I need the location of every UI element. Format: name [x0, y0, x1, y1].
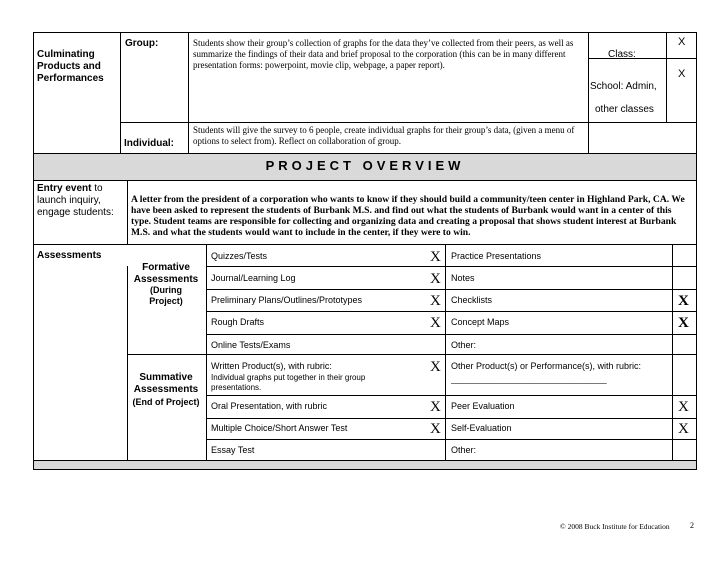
- assessment-rough-drafts: Rough Drafts: [211, 317, 265, 327]
- assessment-peer-evaluation: Peer Evaluation: [451, 401, 515, 411]
- formative-sub: (During Project): [149, 285, 183, 306]
- school-label-2: other classes: [595, 104, 654, 115]
- group-label: Group:: [125, 38, 159, 49]
- assessment-multiple-choice-mark: X: [430, 421, 441, 437]
- assessment-oral-presentation: Oral Presentation, with rubric: [211, 401, 328, 411]
- assessment-rough-drafts-mark: X: [430, 315, 441, 331]
- assessment-plans-mark: X: [430, 293, 441, 309]
- bottom-band: [34, 461, 696, 469]
- entry-event-label: [37, 183, 125, 219]
- assessment-practice: Practice Presentations: [451, 251, 542, 261]
- entry-event-rest: to launch inquiry, engage students:: [37, 183, 114, 218]
- assessment-written-mark: X: [430, 359, 441, 375]
- assessment-peer-evaluation-mark: X: [678, 399, 689, 415]
- assessments-label: Assessments: [37, 250, 102, 261]
- group-text: Students show their group’s collection of graphs for the data they’ve collected from their peers, as well as summarize the findings of their data and brief proposal to the corporation (this can be in many different presentation forms: powerpoint, movie clip, webpage, a paper report).: [193, 38, 574, 70]
- assessment-other-product-blank: ___________________________________: [451, 375, 607, 384]
- class-label: Class:: [608, 49, 636, 60]
- individual-text: Students will give the survey to 6 people, create individual graphs for their group’s data, (given a menu of options to select from). Reflect on collaboration of group.: [193, 125, 575, 146]
- assessment-plans: Preliminary Plans/Outlines/Prototypes: [211, 295, 363, 305]
- assessment-other-formative: Other:: [451, 340, 477, 350]
- entry-event-text: A letter from the president of a corporation who wants to know if they should build a community/teen center in Highland Park, CA. We have been asked to represent the students of Burbank M.S. and find out what the students of Burbank would want in a center of this type. Student teams are responsible for collecting and organizing data and creating a proposal that shows student interest at Burbank M.S. and what the students would want to include in the center, if they were to win.: [131, 194, 685, 238]
- page-number: 2: [690, 521, 694, 530]
- formative-label: Formative Assessments: [133, 262, 199, 285]
- assessment-journal: Journal/Learning Log: [211, 273, 296, 283]
- assessment-concept-maps-mark: X: [678, 315, 689, 331]
- assessment-online-tests: Online Tests/Exams: [211, 340, 291, 350]
- entry-event-bold: Entry event: [37, 183, 92, 194]
- assessment-checklists: Checklists: [451, 295, 493, 305]
- assessment-oral-presentation-mark: X: [430, 399, 441, 415]
- assessment-self-evaluation: Self-Evaluation: [451, 423, 512, 433]
- summative-sub: (End of Project): [132, 397, 200, 407]
- culminating-label: Culminating Products and Performances: [37, 49, 104, 84]
- individual-label: Individual:: [124, 138, 174, 149]
- assessment-quizzes: Quizzes/Tests: [211, 251, 268, 261]
- assessment-multiple-choice: Multiple Choice/Short Answer Test: [211, 423, 348, 433]
- assessment-written-note: Individual graphs put together in their group presentations.: [211, 373, 366, 392]
- school-label: School: Admin,: [590, 81, 657, 92]
- project-overview-title: PROJECT OVERVIEW: [265, 158, 465, 173]
- assessment-essay-test: Essay Test: [211, 445, 255, 455]
- assessment-other-summative: Other:: [451, 445, 477, 455]
- assessment-other-product: Other Product(s) or Performance(s), with rubric:: [451, 361, 642, 371]
- assessment-concept-maps: Concept Maps: [451, 317, 510, 327]
- assessment-checklists-mark: X: [678, 293, 689, 309]
- assessment-journal-mark: X: [430, 271, 441, 287]
- class-mark: X: [678, 36, 686, 48]
- assessment-self-evaluation-mark: X: [678, 421, 689, 437]
- assessment-written-product: Written Product(s), with rubric:: [211, 361, 332, 371]
- assessment-quizzes-mark: X: [430, 249, 441, 265]
- school-mark: X: [678, 68, 686, 80]
- footer-copyright: © 2008 Buck Institute for Education: [560, 522, 670, 531]
- summative-label: Summative Assessments: [133, 372, 199, 395]
- assessment-notes: Notes: [451, 273, 475, 283]
